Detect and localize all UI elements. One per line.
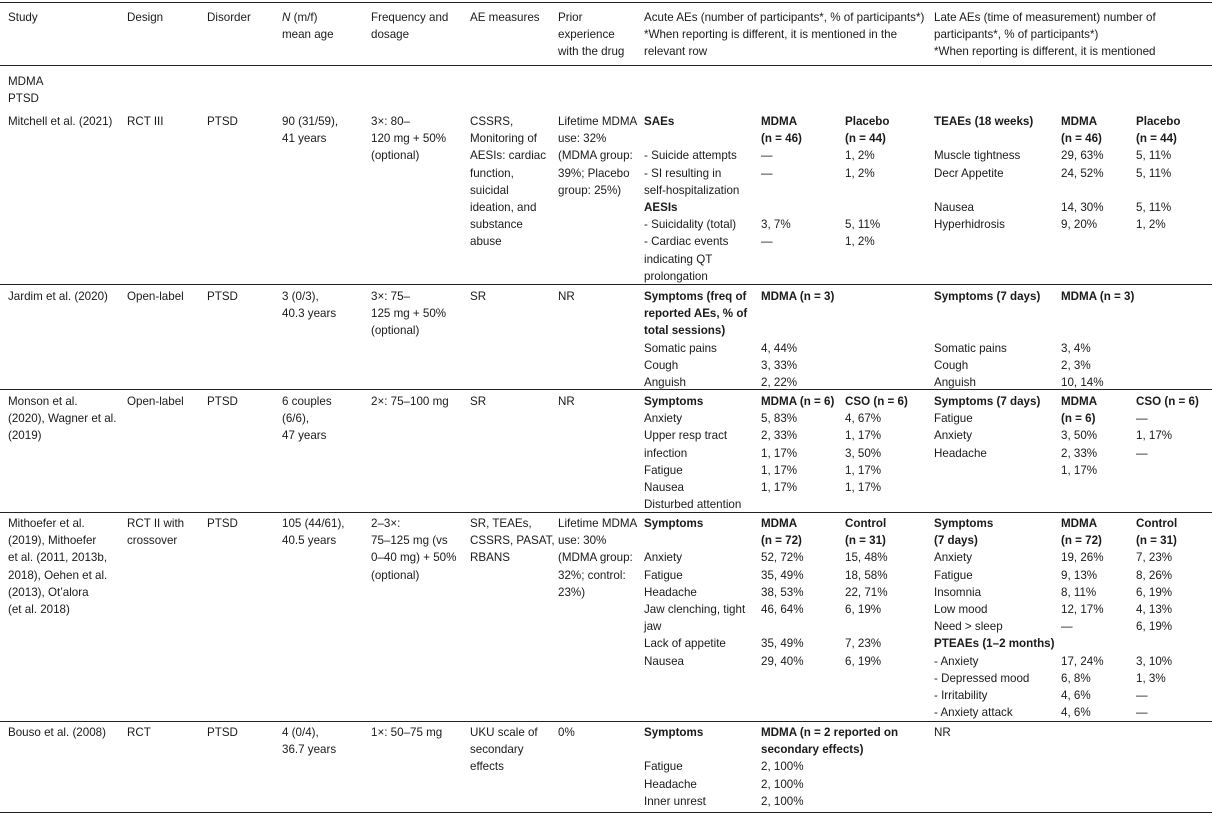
study-ae-measures: abuse — [470, 235, 502, 249]
acute-group-header: total sessions) — [644, 324, 726, 338]
row-rule — [0, 512, 1212, 513]
acute-ae-value: 18, 58% — [845, 568, 888, 582]
acute-ae-value: 2, 100% — [761, 760, 804, 774]
acute-arm-n: (n = 44) — [845, 132, 886, 146]
late-ae-value: 1, 2% — [1136, 218, 1166, 232]
late-ae-label: Fatigue — [934, 568, 973, 582]
study-name: et al. (2011, 2013b, — [8, 551, 108, 565]
acute-ae-value: 5, 83% — [761, 412, 798, 426]
study-n: 36.7 years — [282, 743, 337, 757]
late-ae-value: 2, 3% — [1061, 358, 1091, 372]
study-n: 90 (31/59), — [282, 115, 339, 128]
bottom-rule — [0, 812, 1212, 813]
late-ae-value: 4, 6% — [1061, 706, 1091, 720]
study-design: Open-label — [127, 395, 184, 408]
study-n: 40.5 years — [282, 534, 337, 548]
acute-ae-label: - SI resulting in — [644, 166, 722, 180]
acute-ae-value: — — [761, 235, 773, 249]
study-name: Bouso et al. (2008) — [8, 726, 106, 739]
late-ae-label: - Depressed mood — [934, 671, 1030, 685]
study-prior-experience: NR — [558, 395, 575, 408]
acute-ae-value: 46, 64% — [761, 603, 804, 616]
late-ae-label: PTEAEs (1–2 months) — [934, 637, 1055, 651]
late-ae-value: 5, 11% — [1136, 166, 1172, 180]
study-frequency: 75–125 mg (vs — [371, 534, 448, 548]
late-ae-label: Anxiety — [934, 429, 973, 443]
acute-ae-value: 3, 7% — [761, 218, 791, 232]
study-n: 40.3 years — [282, 307, 337, 321]
study-name: Mitchell et al. (2021) — [8, 115, 113, 128]
study-ae-measures: function, — [470, 166, 514, 180]
late-ae-value: 14, 30% — [1061, 201, 1104, 214]
study-disorder: PTSD — [207, 517, 238, 530]
late-ae-label: Cough — [934, 358, 969, 372]
acute-ae-value: 1, 17% — [761, 463, 798, 477]
late-ae-value: 1, 3% — [1136, 671, 1166, 685]
late-arm-n: (n = 31) — [1136, 534, 1177, 548]
late-group-header: Symptoms (7 days) — [934, 395, 1041, 408]
acute-ae-value: 3, 50% — [845, 446, 882, 460]
late-group-header: Symptoms (7 days) — [934, 290, 1041, 303]
acute-ae-label: Nausea — [644, 481, 684, 494]
late-ae-value: 29, 63% — [1061, 149, 1104, 163]
study-frequency: 120 mg + 50% — [371, 132, 447, 146]
late-ae-value: 1, 17% — [1136, 429, 1173, 443]
late-ae-value: 3, 50% — [1061, 429, 1098, 443]
late-ae-label: Muscle tightness — [934, 149, 1021, 163]
late-ae-value: 6, 19% — [1136, 585, 1173, 599]
acute-ae-label: Somatic pains — [644, 341, 717, 355]
acute-arm-header: Control — [845, 517, 887, 530]
acute-group-header: Symptoms (freq of — [644, 290, 747, 303]
late-arm-n: (n = 46) — [1061, 132, 1102, 146]
study-frequency: 125 mg + 50% — [371, 307, 447, 321]
acute-ae-label: jaw — [644, 620, 662, 634]
late-ae-value: — — [1136, 706, 1148, 720]
col-header-n-age: mean age — [282, 28, 334, 42]
late-ae-value: 17, 24% — [1061, 654, 1104, 668]
acute-arm-header: secondary effects) — [761, 743, 864, 757]
study-design: RCT III — [127, 115, 164, 128]
acute-group-header: Symptoms — [644, 517, 704, 530]
acute-ae-label: Anxiety — [644, 551, 683, 565]
section-disorder: PTSD — [8, 92, 39, 105]
acute-ae-value: 2, 33% — [761, 429, 798, 443]
acute-ae-value: 1, 17% — [845, 429, 882, 443]
late-ae-value: 5, 11% — [1136, 201, 1172, 214]
acute-group-header: reported AEs, % of — [644, 307, 748, 321]
late-ae-label: Anxiety — [934, 551, 973, 565]
late-ae-label: - Irritability — [934, 689, 988, 702]
acute-ae-label: Fatigue — [644, 463, 683, 477]
late-arm-header: Control — [1136, 517, 1178, 530]
acute-arm-header: MDMA (n = 2 reported on — [761, 726, 899, 739]
study-prior-experience: (MDMA group: — [558, 551, 633, 565]
acute-ae-value: 35, 49% — [761, 568, 804, 582]
acute-arm-header: CSO (n = 6) — [845, 395, 908, 408]
study-n: 105 (44/61), — [282, 517, 345, 530]
study-name: (2019) — [8, 429, 42, 443]
late-ae-label: Anguish — [934, 376, 976, 389]
study-design: crossover — [127, 534, 178, 548]
acute-ae-label: - Suicide attempts — [644, 149, 737, 163]
late-ae-value: 6, 8% — [1061, 671, 1091, 685]
col-header-n-unit: (m/f) — [293, 11, 318, 24]
study-ae-measures: SR, TEAEs, — [470, 517, 532, 530]
acute-ae-value: 6, 19% — [845, 603, 882, 616]
acute-ae-value: 1, 17% — [845, 481, 882, 494]
top-rule — [0, 2, 1212, 3]
late-ae-label: - Anxiety attack — [934, 706, 1013, 720]
acute-group-header: Symptoms — [644, 395, 704, 408]
late-ae-value: 8, 26% — [1136, 568, 1173, 582]
row-rule — [0, 284, 1212, 285]
late-ae-value: 9, 13% — [1061, 568, 1098, 582]
acute-ae-value: 38, 53% — [761, 585, 804, 599]
acute-ae-value: 2, 100% — [761, 794, 804, 808]
late-ae-value: 7, 23% — [1136, 551, 1173, 565]
late-ae-value: 1, 17% — [1061, 463, 1098, 477]
study-ae-measures: secondary — [470, 743, 524, 757]
acute-arm-n: (n = 72) — [761, 534, 802, 548]
acute-ae-label: indicating QT — [644, 252, 713, 266]
late-arm-n: (n = 72) — [1061, 534, 1102, 548]
col-header-study: Study — [8, 11, 38, 24]
study-prior-experience: group: 25%) — [558, 183, 622, 197]
late-ae-value: 24, 52% — [1061, 166, 1104, 180]
acute-ae-label: Fatigue — [644, 568, 683, 582]
late-group-header: (7 days) — [934, 534, 978, 548]
acute-group-header: SAEs — [644, 115, 675, 128]
acute-ae-value: 3, 33% — [761, 358, 798, 372]
acute-ae-label: infection — [644, 446, 688, 460]
study-design: RCT II with — [127, 517, 185, 530]
study-name: Mithoefer et al. — [8, 517, 85, 530]
late-ae-value: — — [1136, 689, 1148, 702]
acute-ae-value: 1, 2% — [845, 149, 875, 163]
acute-ae-value: 52, 72% — [761, 551, 804, 565]
study-n: 4 (0/4), — [282, 726, 319, 739]
late-ae-value: 6, 19% — [1136, 620, 1173, 634]
acute-ae-label: Inner unrest — [644, 794, 706, 808]
study-n: 6 couples — [282, 395, 332, 408]
study-ae-measures: RBANS — [470, 551, 510, 565]
acute-ae-value: 7, 23% — [845, 637, 882, 651]
study-n: 47 years — [282, 429, 327, 443]
acute-ae-label: self-hospitalization — [644, 183, 740, 197]
late-ae-label: Headache — [934, 446, 987, 460]
study-ae-measures: CSSRS, PASAT, — [470, 534, 555, 548]
study-disorder: PTSD — [207, 290, 238, 303]
col-header-frequency: dosage — [371, 28, 410, 42]
study-frequency: (optional) — [371, 568, 420, 582]
acute-ae-label: Cough — [644, 358, 679, 372]
acute-ae-value: 4, 67% — [845, 412, 882, 426]
acute-ae-label: Headache — [644, 777, 697, 791]
study-ae-measures: substance — [470, 218, 523, 232]
late-ae-label: Fatigue — [934, 412, 973, 426]
late-arm-header: MDMA (n = 3) — [1061, 290, 1135, 303]
col-header-disorder: Disorder — [207, 11, 251, 24]
study-ae-measures: Monitoring of — [470, 132, 538, 146]
late-ae-label: Insomnia — [934, 585, 982, 599]
late-ae-value: 4, 6% — [1061, 689, 1091, 702]
col-header-late-aes: participants*, % of participants*) — [934, 28, 1099, 42]
acute-ae-value: 1, 2% — [845, 166, 875, 180]
acute-group-header: Symptoms — [644, 726, 704, 739]
study-name: (et al. 2018) — [8, 603, 70, 616]
acute-ae-value: 4, 44% — [761, 341, 798, 355]
row-rule — [0, 389, 1212, 390]
study-frequency: 3×: 75– — [371, 290, 411, 303]
study-frequency: (optional) — [371, 149, 420, 163]
acute-ae-label: Anguish — [644, 376, 686, 389]
late-group-header: TEAEs (18 weeks) — [934, 115, 1034, 128]
acute-ae-value: 1, 17% — [761, 446, 798, 460]
study-n: 3 (0/3), — [282, 290, 319, 303]
study-name: (2013), Ot’alora — [8, 585, 89, 599]
acute-ae-label: - Suicidality (total) — [644, 218, 737, 232]
col-header-design: Design — [127, 11, 164, 24]
acute-ae-value: 15, 48% — [845, 551, 888, 565]
col-header-acute-aes: relevant row — [644, 45, 708, 59]
late-ae-label: - Anxiety — [934, 654, 979, 668]
acute-ae-value: 22, 71% — [845, 585, 888, 599]
study-ae-measures: suicidal — [470, 183, 509, 197]
col-header-prior-experience: experience — [558, 28, 615, 42]
acute-arm-header: MDMA (n = 6) — [761, 395, 835, 408]
acute-ae-label: Nausea — [644, 654, 684, 668]
acute-arm-header: MDMA — [761, 115, 798, 128]
late-ae-value: — — [1136, 446, 1148, 460]
acute-ae-value: 1, 2% — [845, 235, 875, 249]
acute-ae-value: 5, 11% — [845, 218, 881, 232]
study-n: 41 years — [282, 132, 327, 146]
study-frequency: (optional) — [371, 324, 420, 338]
study-design: RCT — [127, 726, 151, 739]
late-ae-value: 8, 11% — [1061, 585, 1097, 599]
late-ae-value: 12, 17% — [1061, 603, 1104, 616]
acute-ae-value: 35, 49% — [761, 637, 804, 651]
study-design: Open-label — [127, 290, 184, 303]
acute-ae-value: 2, 100% — [761, 777, 804, 791]
acute-ae-value: — — [761, 149, 773, 163]
late-arm-n: (n = 6) — [1061, 412, 1096, 426]
study-disorder: PTSD — [207, 395, 238, 408]
late-arm-header: MDMA — [1061, 115, 1098, 128]
acute-ae-value: — — [761, 166, 773, 180]
study-prior-experience: use: 30% — [558, 534, 607, 548]
late-arm-n: (n = 44) — [1136, 132, 1177, 146]
study-frequency: 3×: 80– — [371, 115, 411, 128]
study-name: 2018), Oehen et al. — [8, 568, 108, 582]
study-ae-measures: AESIs: cardiac — [470, 149, 547, 163]
study-prior-experience: 39%; Placebo — [558, 166, 630, 180]
study-prior-experience: (MDMA group: — [558, 149, 633, 163]
late-ae-label: Low mood — [934, 603, 988, 616]
late-arm-header: MDMA — [1061, 395, 1098, 408]
study-frequency: 2×: 75–100 mg — [371, 395, 449, 408]
late-arm-header: CSO (n = 6) — [1136, 395, 1199, 408]
acute-ae-value: 2, 22% — [761, 376, 798, 389]
study-prior-experience: 0% — [558, 726, 575, 739]
col-header-prior-experience: with the drug — [558, 45, 625, 59]
study-ae-measures: ideation, and — [470, 201, 537, 214]
study-name: (2020), Wagner et al. — [8, 412, 117, 426]
study-name: (2019), Mithoefer — [8, 534, 97, 548]
late-ae-value: 3, 4% — [1061, 341, 1091, 355]
study-ae-measures: CSSRS, — [470, 115, 514, 128]
study-ae-measures: SR — [470, 395, 487, 408]
acute-arm-header: Placebo — [845, 115, 890, 128]
acute-arm-header: MDMA (n = 3) — [761, 290, 835, 303]
acute-ae-label: - Cardiac events — [644, 235, 729, 249]
acute-ae-label: Fatigue — [644, 760, 683, 774]
acute-ae-label: Disturbed attention — [644, 498, 742, 512]
study-prior-experience: NR — [558, 290, 575, 303]
late-ae-value: 4, 13% — [1136, 603, 1173, 616]
late-ae-label: Decr Appetite — [934, 166, 1004, 180]
col-header-n — [282, 9, 317, 26]
acute-ae-value: 6, 19% — [845, 654, 882, 668]
study-disorder: PTSD — [207, 115, 238, 128]
study-prior-experience: 23%) — [558, 585, 586, 599]
acute-ae-label: prolongation — [644, 269, 708, 283]
acute-ae-label: Anxiety — [644, 412, 683, 426]
col-header-n-symbol: N — [282, 11, 291, 24]
row-rule — [0, 721, 1212, 722]
late-ae-label: Nausea — [934, 201, 974, 214]
study-name: Jardim et al. (2020) — [8, 290, 108, 303]
study-ae-measures: UKU scale of — [470, 726, 538, 739]
late-ae-value: 10, 14% — [1061, 376, 1104, 389]
late-ae-label: Hyperhidrosis — [934, 218, 1005, 232]
col-header-acute-aes: Acute AEs (number of participants*, % of participants*) — [644, 11, 925, 24]
col-header-ae-measures: AE measures — [470, 11, 540, 24]
acute-ae-label: Upper resp tract — [644, 429, 728, 443]
acute-ae-label: Lack of appetite — [644, 637, 726, 651]
late-ae-value: 3, 10% — [1136, 654, 1173, 668]
late-ae-value: — — [1061, 620, 1073, 634]
late-ae-none: NR — [934, 726, 951, 739]
study-frequency: 1×: 50–75 mg — [371, 726, 443, 739]
acute-ae-value: 1, 17% — [845, 463, 882, 477]
study-name: Monson et al. — [8, 395, 78, 408]
acute-ae-label: AESIs — [644, 201, 678, 214]
study-disorder: PTSD — [207, 726, 238, 739]
study-n: (6/6), — [282, 412, 310, 426]
late-arm-header: MDMA — [1061, 517, 1098, 530]
study-prior-experience: Lifetime MDMA — [558, 115, 638, 128]
late-group-header: Symptoms — [934, 517, 994, 530]
study-ae-measures: SR — [470, 290, 487, 303]
late-ae-label: Somatic pains — [934, 341, 1007, 355]
acute-arm-n: (n = 46) — [761, 132, 802, 146]
col-header-prior-experience: Prior — [558, 11, 583, 24]
col-header-frequency: Frequency and — [371, 11, 449, 24]
late-ae-value: 2, 33% — [1061, 446, 1098, 460]
late-arm-header: Placebo — [1136, 115, 1181, 128]
late-ae-label: Need > sleep — [934, 620, 1003, 634]
acute-arm-header: MDMA — [761, 517, 798, 530]
col-header-late-aes: Late AEs (time of measurement) number of — [934, 11, 1156, 24]
col-header-late-aes: *When reporting is different, it is mentioned — [934, 45, 1156, 59]
study-ae-measures: effects — [470, 760, 504, 774]
study-prior-experience: Lifetime MDMA — [558, 517, 638, 530]
study-prior-experience: use: 32% — [558, 132, 607, 146]
acute-ae-value: 1, 17% — [761, 481, 798, 494]
late-ae-value: 9, 20% — [1061, 218, 1098, 232]
study-frequency: 2–3×: — [371, 517, 401, 530]
late-ae-value: — — [1136, 412, 1148, 426]
study-prior-experience: 32%; control: — [558, 568, 626, 582]
section-drug: MDMA — [8, 75, 44, 88]
col-header-acute-aes: *When reporting is different, it is mentioned in the — [644, 28, 898, 42]
acute-ae-label: Jaw clenching, tight — [644, 603, 746, 616]
study-frequency: 0–40 mg) + 50% — [371, 551, 457, 565]
acute-arm-n: (n = 31) — [845, 534, 886, 548]
acute-ae-value: 29, 40% — [761, 654, 804, 668]
acute-ae-label: Headache — [644, 585, 697, 599]
header-rule — [0, 65, 1212, 66]
late-ae-value: 5, 11% — [1136, 149, 1172, 163]
late-ae-value: 19, 26% — [1061, 551, 1104, 565]
